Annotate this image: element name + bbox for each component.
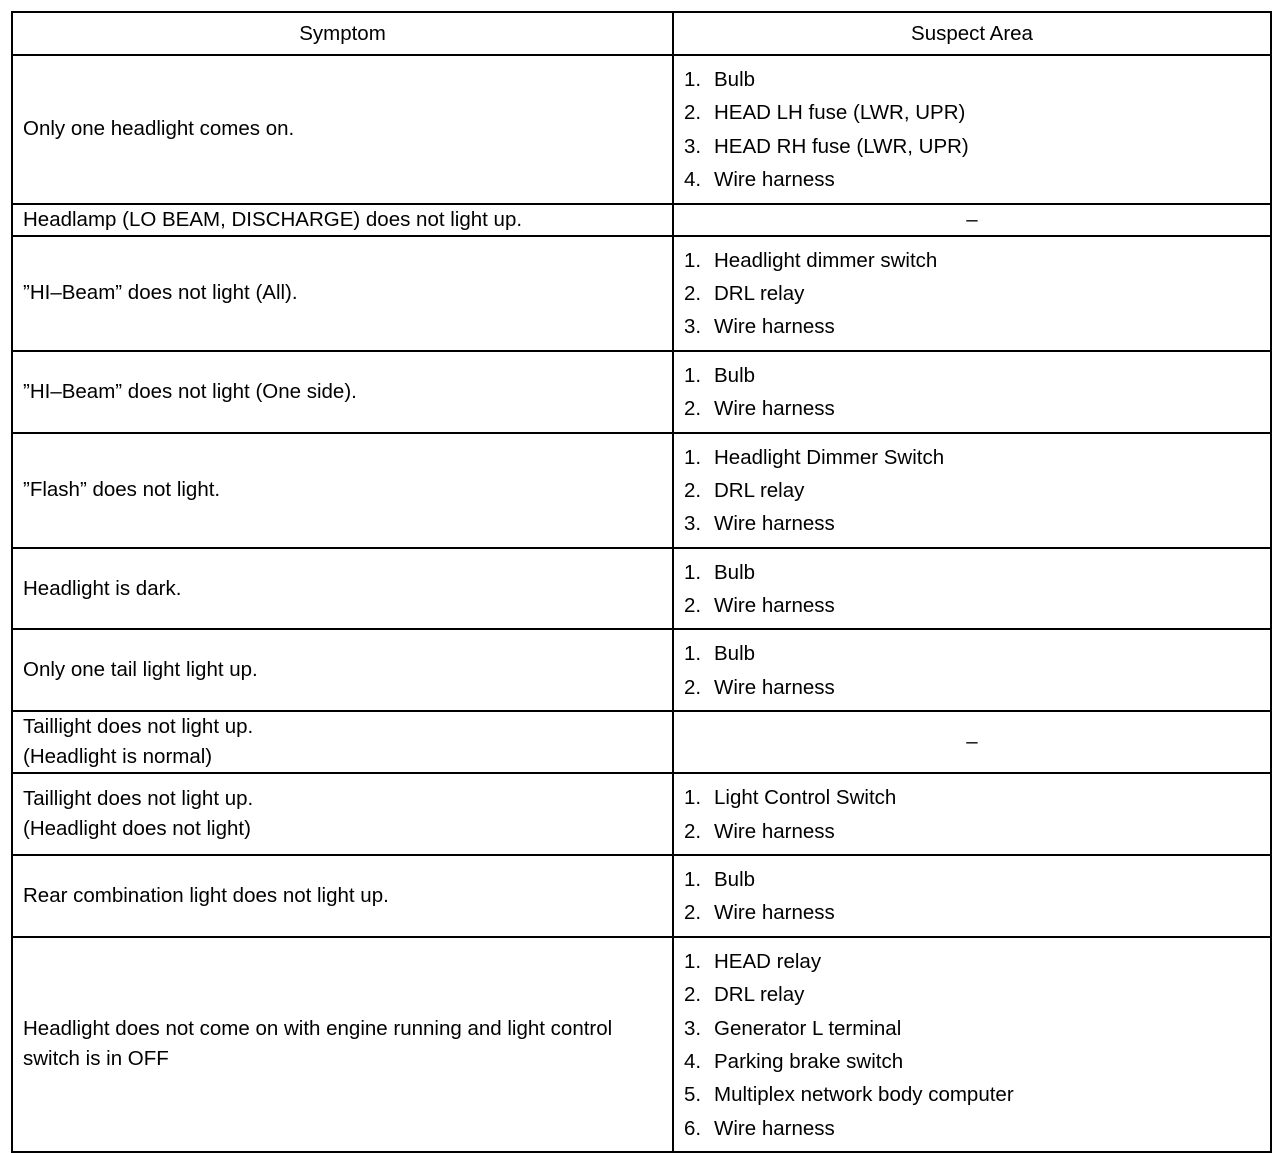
suspect-area-item <box>684 637 1260 670</box>
symptom-text: Headlight does not come on with engine running and light control <box>23 1017 613 1041</box>
item-text: Headlight Dimmer Switch <box>714 445 945 469</box>
suspect-area-item <box>684 310 1260 343</box>
symptom-text: ”Flash” does not light. <box>23 478 221 502</box>
symptom-cell <box>12 855 673 937</box>
suspect-area-item <box>684 63 1260 96</box>
symptom-text: Rear combination light does not light up. <box>23 883 389 907</box>
suspect-area-header: Suspect Area <box>673 12 1271 55</box>
item-number: 1. <box>684 445 702 469</box>
symptom-cell <box>12 204 673 236</box>
symptom-cell <box>12 351 673 433</box>
suspect-area-list <box>684 945 1260 1145</box>
suspect-area-item <box>684 1045 1260 1078</box>
suspect-area-item <box>684 96 1260 129</box>
suspect-area-item <box>684 507 1260 540</box>
item-text: DRL relay <box>714 281 805 305</box>
symptom-text: ”HI–Beam” does not light (All). <box>23 281 298 305</box>
item-text: Wire harness <box>714 168 835 192</box>
item-number: 3. <box>684 512 702 536</box>
item-number: 2. <box>684 397 702 421</box>
suspect-area-cell <box>673 937 1271 1152</box>
suspect-area-item <box>684 359 1260 392</box>
suspect-area-cell <box>673 55 1271 204</box>
symptom-cell <box>12 629 673 711</box>
suspect-area-item <box>684 556 1260 589</box>
table-row <box>12 711 1271 773</box>
symptom-cell <box>12 433 673 548</box>
item-text: HEAD RH fuse (LWR, UPR) <box>714 134 969 158</box>
item-text: Bulb <box>714 68 756 91</box>
item-number: 1. <box>684 248 702 272</box>
suspect-area-item <box>684 244 1260 277</box>
suspect-area-item <box>684 474 1260 507</box>
table-row <box>12 351 1271 433</box>
suspect-area-item <box>684 945 1260 978</box>
symptom-text: Taillight does not light up. <box>23 787 254 811</box>
item-text: Bulb <box>714 363 756 387</box>
item-number: 1. <box>684 68 702 91</box>
item-text: DRL relay <box>714 983 805 1007</box>
symptom-text: switch is in OFF <box>23 1047 169 1071</box>
symptom-cell <box>12 773 673 855</box>
symptom-cell <box>12 236 673 351</box>
item-text: Wire harness <box>714 594 835 618</box>
suspect-area-item <box>684 896 1260 929</box>
suspect-area-list <box>684 244 1260 344</box>
item-text: Wire harness <box>714 315 835 339</box>
symptom-cell <box>12 937 673 1152</box>
table-row <box>12 55 1271 204</box>
item-number: 1. <box>684 560 702 584</box>
symptom-text: Headlight is dark. <box>23 576 182 600</box>
item-text: Multiplex network body computer <box>714 1083 1014 1107</box>
item-text: Light Control Switch <box>714 786 897 810</box>
table-row <box>12 629 1271 711</box>
suspect-area-cell <box>673 236 1271 351</box>
item-number: 1. <box>684 642 702 666</box>
troubleshooting-table <box>11 11 1272 1153</box>
suspect-area-cell <box>673 548 1271 630</box>
item-number: 4. <box>684 168 702 192</box>
table-row <box>12 773 1271 855</box>
symptom-text: (Headlight does not light) <box>23 817 251 841</box>
symptom-text: Only one tail light light up. <box>23 658 258 682</box>
item-text: Wire harness <box>714 397 835 421</box>
item-number: 3. <box>684 134 702 158</box>
suspect-area-cell <box>673 433 1271 548</box>
suspect-area-item <box>684 277 1260 310</box>
item-number: 2. <box>684 983 702 1007</box>
item-number: 1. <box>684 786 702 810</box>
suspect-area-list <box>684 863 1260 930</box>
suspect-area-item <box>684 671 1260 704</box>
item-text: Headlight dimmer switch <box>714 248 938 272</box>
item-text: Wire harness <box>714 819 835 843</box>
suspect-area-item <box>684 163 1260 196</box>
item-number: 2. <box>684 478 702 502</box>
symptom-cell <box>12 548 673 630</box>
suspect-area-list <box>684 556 1260 623</box>
item-number: 2. <box>684 675 702 699</box>
symptom-text: Taillight does not light up. <box>23 715 254 739</box>
suspect-area-item <box>684 1078 1260 1111</box>
table-row <box>12 204 1271 236</box>
item-number: 2. <box>684 101 702 125</box>
symptom-text: (Headlight is normal) <box>23 745 213 769</box>
suspect-area-list <box>684 781 1260 848</box>
item-number: 2. <box>684 819 702 843</box>
suspect-area-list <box>684 63 1260 197</box>
item-number: 3. <box>684 315 702 339</box>
suspect-area-item <box>684 978 1260 1011</box>
item-text: DRL relay <box>714 478 805 502</box>
symptom-cell <box>12 55 673 204</box>
table-body <box>12 55 1271 1152</box>
symptom-text: Only one headlight comes on. <box>23 117 295 141</box>
table-row <box>12 855 1271 937</box>
item-number: 5. <box>684 1083 702 1107</box>
item-text: HEAD relay <box>714 949 822 973</box>
item-text: Wire harness <box>714 901 835 925</box>
item-text: Parking brake switch <box>714 1049 904 1073</box>
suspect-area-item <box>684 1012 1260 1045</box>
suspect-area-item <box>684 441 1260 474</box>
item-number: 4. <box>684 1049 702 1073</box>
suspect-area-list <box>684 441 1260 541</box>
item-text: Bulb <box>714 642 756 666</box>
suspect-area-list <box>684 359 1260 426</box>
symptom-text: ”HI–Beam” does not light (One side). <box>23 379 357 403</box>
suspect-area-cell <box>673 773 1271 855</box>
suspect-area-item <box>684 781 1260 814</box>
item-text: Wire harness <box>714 675 835 699</box>
suspect-area-item <box>684 863 1260 896</box>
suspect-area-cell: – <box>673 204 1271 236</box>
item-number: 2. <box>684 594 702 618</box>
item-number: 1. <box>684 363 702 387</box>
item-text: Bulb <box>714 868 756 892</box>
suspect-area-cell: – <box>673 711 1271 773</box>
symptom-text: Headlamp (LO BEAM, DISCHARGE) does not light up. <box>23 207 523 231</box>
item-text: Wire harness <box>714 512 835 536</box>
header-row <box>12 12 1271 55</box>
suspect-area-item <box>684 1112 1260 1145</box>
item-text: HEAD LH fuse (LWR, UPR) <box>714 101 966 125</box>
item-text: Wire harness <box>714 1116 835 1140</box>
suspect-area-cell <box>673 629 1271 711</box>
table-row <box>12 937 1271 1152</box>
symptom-header: Symptom <box>12 12 673 55</box>
table-row <box>12 236 1271 351</box>
suspect-area-cell <box>673 351 1271 433</box>
item-text: Bulb <box>714 560 756 584</box>
symptom-cell <box>12 711 673 773</box>
suspect-area-cell <box>673 855 1271 937</box>
item-number: 1. <box>684 868 702 892</box>
table-row <box>12 433 1271 548</box>
item-number: 3. <box>684 1016 702 1040</box>
suspect-area-list <box>684 637 1260 704</box>
suspect-area-item <box>684 392 1260 425</box>
suspect-area-item <box>684 130 1260 163</box>
item-number: 2. <box>684 281 702 305</box>
suspect-area-item <box>684 815 1260 848</box>
item-number: 1. <box>684 949 702 973</box>
suspect-area-item <box>684 589 1260 622</box>
item-number: 2. <box>684 901 702 925</box>
item-text: Generator L terminal <box>714 1016 902 1040</box>
table-row <box>12 548 1271 630</box>
item-number: 6. <box>684 1116 702 1140</box>
